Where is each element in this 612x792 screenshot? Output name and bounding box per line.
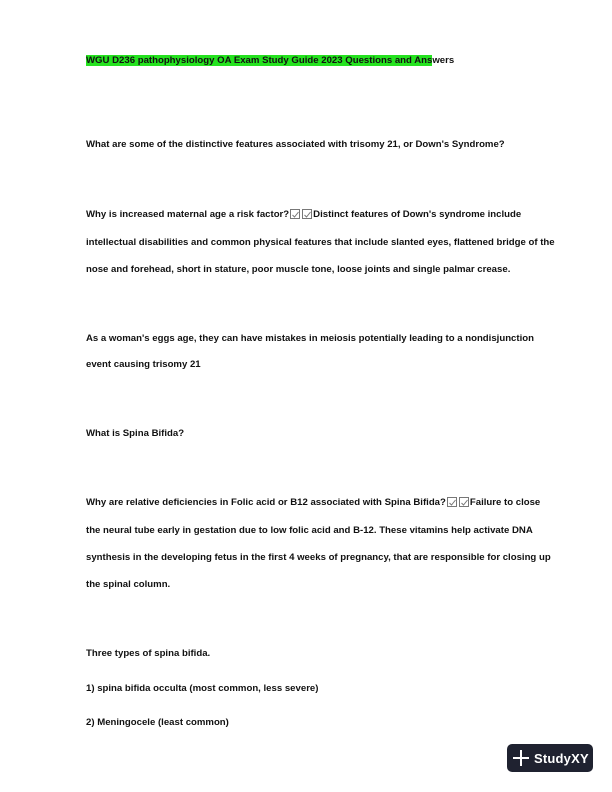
question-folic-acid [86,497,540,509]
list-item: 2) Meningocele (least common) [86,717,229,728]
question-maternal-age [86,209,521,221]
answer-text: Failure to close [469,497,541,508]
question-types: Three types of spina bifida. [86,648,211,659]
question-down-syndrome: What are some of the distinctive features associated with trisomy 21, or Down's Syndrome? [86,139,505,150]
answer-line: intellectual disabilities and common physical features that include slanted eyes, flattened bridge of the [86,237,555,248]
question-spina-bifida: What is Spina Bifida? [86,428,185,439]
checkbox-icon [459,497,469,507]
question-text: Why is increased maternal age a risk factor? [86,209,290,220]
checkbox-icon [447,497,457,507]
paragraph-line: event causing trisomy 21 [86,359,201,370]
answer-line: the spinal column. [86,579,171,590]
answer-text: Distinct features of Down's syndrome include [313,209,522,220]
checkbox-icon [302,209,312,219]
studyxy-badge[interactable] [507,744,593,772]
answer-line: synthesis in the developing fetus in the first 4 weeks of pregnancy, that are responsible for closing up [86,552,551,563]
checkbox-icon [290,209,300,219]
paragraph-line: As a woman's eggs age, they can have mistakes in meiosis potentially leading to a nondisjunction [86,333,534,344]
answer-line: nose and forehead, short in stature, poor muscle tone, loose joints and single palmar crease. [86,264,511,275]
badge-label: StudyXY [534,750,589,766]
question-text: Why are relative deficiencies in Folic acid or B12 associated with Spina Bifida? [86,497,446,508]
list-item: 1) spina bifida occulta (most common, less severe) [86,683,319,694]
plus-icon [513,750,529,766]
title-highlight: WGU D236 pathophysiology OA Exam Study Guide 2023 Questions and Ans [86,55,433,66]
document-title [86,55,454,67]
answer-line: the neural tube early in gestation due to low folic acid and B-12. These vitamins help activate DNA [86,525,533,536]
title-rest: wers [432,55,455,66]
